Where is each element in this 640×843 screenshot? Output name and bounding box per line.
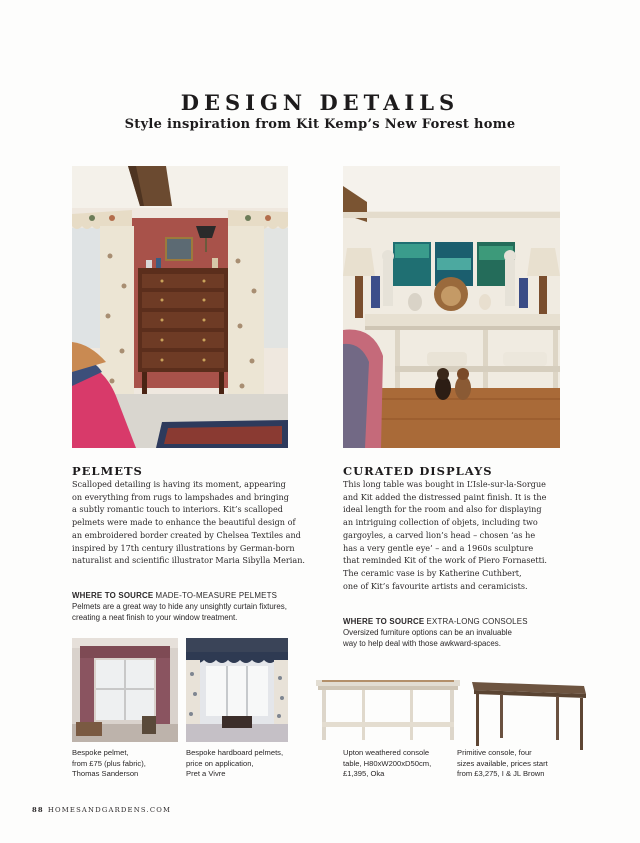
curated-body-line: that reminded Kit of the work of Piero Fornasetti.	[343, 555, 547, 566]
caption-line: from £3,275, I & JL Brown	[457, 769, 545, 778]
curated-body-line: one of Kit’s favourite artists and ceramicists.	[343, 580, 528, 591]
pelmets-source-block	[72, 590, 287, 623]
curated-body-line: This long table was bought in L’Isle-sur-la-Sorgue	[343, 479, 546, 489]
page-footer	[32, 806, 171, 814]
footer-site: HOMESANDGARDENS.COM	[47, 806, 172, 814]
pelmets-body-line: an embroidered border created by Chelsea Textiles and	[72, 529, 301, 540]
caption-line: from £75 (plus fabric),	[72, 758, 146, 768]
pelmets-body-line: Scalloped detailing is having its moment, appearing	[72, 479, 286, 489]
pelmets-body-line: inspired by 17th century illustrations by German-born	[72, 542, 295, 553]
product-pelmet-photo	[72, 638, 178, 742]
pelmets-body-text	[72, 478, 305, 567]
curated-displays-heading: CURATED DISPLAYS	[343, 464, 493, 478]
product-hardboard-pelmet-photo	[186, 638, 288, 742]
pelmets-source-line: creating a neat finish to your window treatment.	[72, 613, 238, 622]
page-subtitle: Style inspiration from Kit Kemp’s New Forest home	[124, 117, 516, 132]
pelmets-body-line: a subtly romantic touch to interiors. Kit’s scalloped	[72, 504, 283, 515]
curated-body-line: and Kit added the distressed paint finish. It is the	[343, 491, 547, 502]
bedroom-pelmets-photo	[72, 166, 288, 448]
curated-source-line: Oversized furniture options can be an invaluable	[343, 628, 512, 637]
page-title: DESIGN DETAILS	[180, 90, 460, 115]
caption-line: Thomas Sanderson	[72, 769, 139, 778]
caption-line: Primitive console, four	[457, 748, 532, 757]
pelmets-source-header	[72, 590, 287, 601]
curated-body-text	[343, 478, 547, 592]
caption-line: Upton weathered console	[343, 748, 430, 757]
product-caption-upton	[343, 748, 431, 780]
pelmets-body-line: naturalist and scientific illustrator Maria Sibylla Merian.	[72, 555, 305, 566]
curated-body-line: gargoyles, a carved lion’s head – chosen ‘as he	[343, 529, 536, 540]
product-primitive-console-photo	[470, 676, 588, 752]
source-tag: EXTRA-LONG CONSOLES	[426, 617, 528, 626]
curated-body-line: has a very gentle eye’ – and a 1960s sculpture	[343, 542, 534, 553]
caption-line: sizes available, prices start	[457, 758, 548, 768]
pelmets-source-line: Pelmets are a great way to hide any unsightly curtain fixtures,	[72, 602, 287, 611]
pelmets-body-line: pelmets were made to enhance the beautiful design of	[72, 517, 296, 528]
curated-body-line: ideal length for the room and also for displaying	[343, 504, 542, 515]
console-display-photo	[343, 166, 560, 448]
source-tag: MADE-TO-MEASURE PELMETS	[155, 591, 278, 600]
caption-line: Bespoke hardboard pelmets,	[186, 748, 284, 757]
product-caption-hardboard	[186, 748, 283, 780]
caption-line: Bespoke pelmet,	[72, 748, 129, 757]
curated-body-line: The ceramic vase is by Katherine Cuthbert,	[343, 567, 522, 578]
caption-line: table, H80xW200xD50cm,	[343, 758, 432, 768]
product-caption-pelmet	[72, 748, 146, 780]
pelmets-heading: PELMETS	[72, 464, 143, 478]
where-to-source-label: WHERE TO SOURCE	[343, 617, 425, 626]
where-to-source-label: WHERE TO SOURCE	[72, 591, 154, 600]
curated-source-header	[343, 616, 528, 627]
pelmets-body-line: on everything from rugs to lampshades and bringing	[72, 491, 289, 502]
curated-body-line: an intriguing collection of objets, including two	[343, 517, 538, 528]
product-upton-console-photo	[314, 676, 462, 742]
caption-line: price on application,	[186, 758, 254, 768]
product-caption-primitive	[457, 748, 548, 780]
caption-line: £1,395, Oka	[343, 769, 385, 778]
curated-source-block	[343, 616, 528, 649]
page-number: 88	[32, 806, 44, 814]
curated-source-line: way to help deal with those awkward-spaces.	[343, 639, 501, 648]
caption-line: Pret a Vivre	[186, 769, 226, 778]
